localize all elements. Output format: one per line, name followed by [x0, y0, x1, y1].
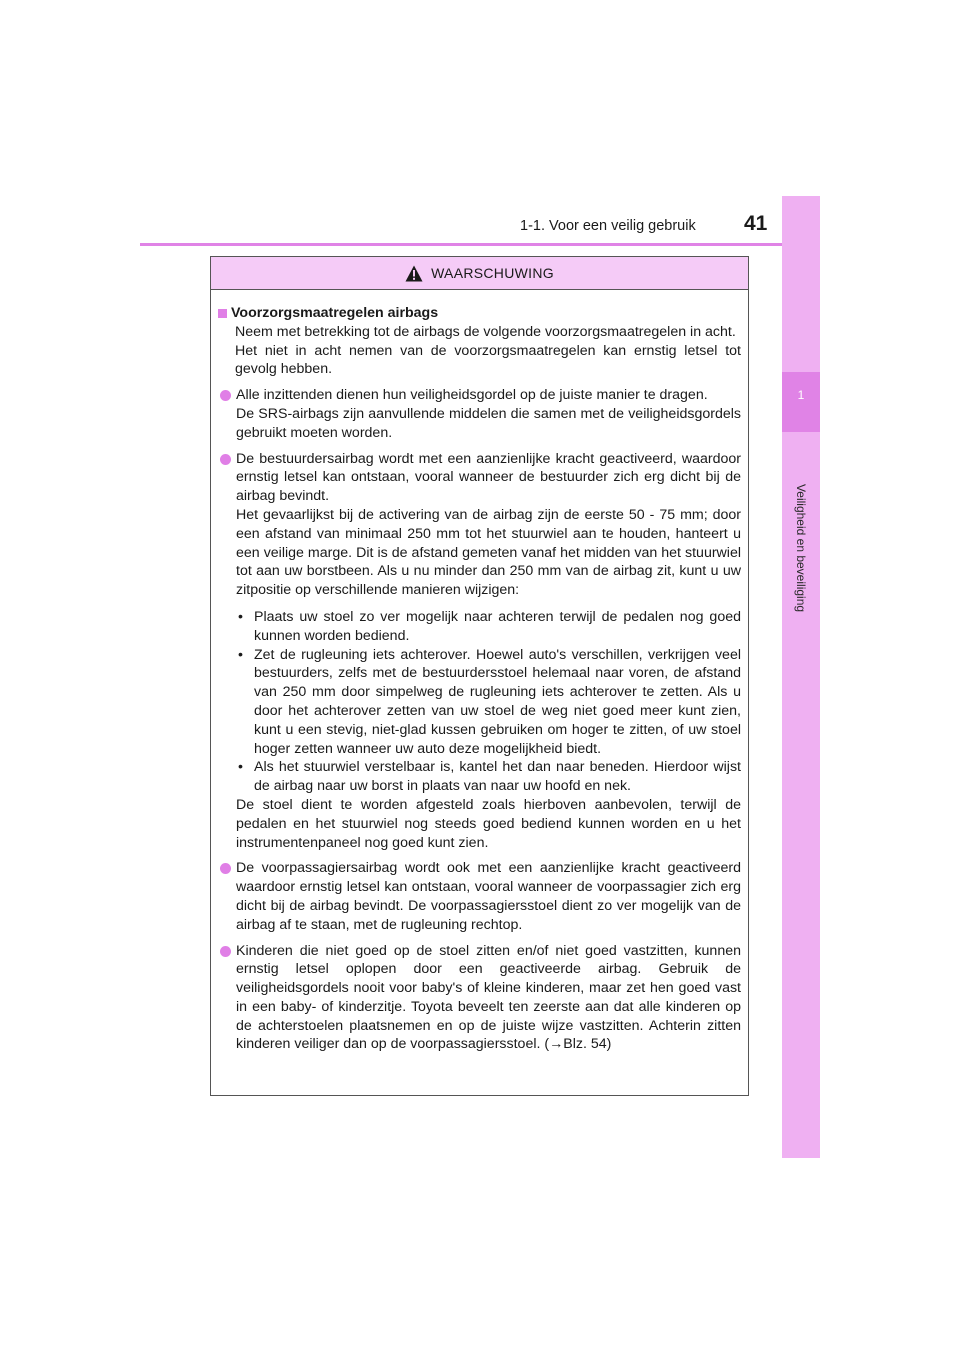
warning-box: [210, 256, 749, 1096]
round-bullet-icon: [220, 454, 231, 465]
warning-header: [211, 257, 748, 290]
section-heading-text: Voorzorgsmaatregelen airbags: [231, 305, 439, 321]
round-bullet-icon: [220, 946, 231, 957]
round-bullet-icon: [220, 390, 231, 401]
intro-paragraph: Neem met betrekking tot de airbags de volgende voorzorgsmaatregelen in acht.: [235, 323, 736, 340]
bullet-paragraph: De stoel dient te worden afgesteld zoals hierboven aanbevolen, terwijl de pedalen en het stuurwiel nog steeds goed bediend kunnen worden en u het instrumentenpaneel nog goed kunt zien.: [236, 796, 741, 851]
page-number: 41: [744, 212, 768, 235]
sub-list: [236, 608, 741, 796]
chapter-side-tab: [782, 196, 820, 1158]
chapter-title: Veiligheid en beveiliging: [794, 483, 808, 613]
square-bullet-icon: [218, 309, 227, 318]
warning-title: WAARSCHUWING: [431, 265, 554, 281]
chapter-tab-marker: [782, 372, 820, 432]
sub-list-item: [236, 608, 741, 646]
round-bullet-icon: [220, 863, 231, 874]
bullet-paragraph: De bestuurdersairbag wordt met een aanzienlijke kracht geactiveerd, waardoor ernstig letsel kan ontstaan, vooral wanneer de bestuurder zich erg dicht bij de airbag bevindt.: [236, 450, 741, 505]
bullet-paragraph: De voorpassagiersairbag wordt ook met een aanzienlijke kracht geactiveerd waardoor ernstig letsel kan ontstaan, vooral wanneer de voorpassagier zich erg dicht bij de airbag bevindt. De voorpassagiersstoel dient zo ver mogelijk van de airbag af te staan, met de rugleuning rechtop.: [236, 860, 741, 933]
bullet-paragraph: Kinderen die niet goed op de stoel zitten en/of niet goed vastzitten, kunnen ernstig letsel oplopen door een geactiveerde airbag. Gebruik de veiligheidsgordels nooit voor baby's of kleine kinderen, maar zet hen goed vast in een baby- of kinderzitje. Toyota beveelt ten zeerste aan dat alle kinderen op de achterstoelen plaatsnemen en op de juiste wijze vastzitten. Achterin zitten kinderen veiliger dan op de voorpassagiersstoel. (→Blz. 54): [236, 942, 741, 1053]
sub-bullet-marker: •: [238, 646, 243, 663]
bullet-paragraph: De SRS-airbags zijn aanvullende middelen die samen met de veiligheidsgordels gebruikt moeten worden.: [236, 405, 741, 441]
sub-list-text: Zet de rugleuning iets achterover. Hoewel auto's verschillen, verkrijgen veel bestuurders, zelfs met de bestuurdersstoel helemaal naar voren, de afstand van 250 mm door simpelweg de rugleuning iets achterover te zetten. Als u door het achterover zetten van uw stoel de weg niet goed meer kunt zien, kunt u een stevig, niet-glad kussen gebruiken om hoger te zitten, of uw stoel hoger zetten wanneer uw auto deze mogelijkheid biedt.: [254, 646, 741, 757]
list-item: [218, 450, 741, 853]
header-divider: [140, 243, 820, 246]
sub-list-item: [236, 758, 741, 796]
running-header-section: 1-1. Voor een veilig gebruik: [520, 218, 696, 234]
intro-paragraph: Het niet in acht nemen van de voorzorgsmaatregelen kan ernstig letsel tot gevolg hebben.: [235, 342, 741, 378]
sub-bullet-marker: •: [238, 608, 243, 625]
chapter-number: 1: [797, 388, 805, 402]
sub-list-text: Als het stuurwiel verstelbaar is, kantel het dan naar beneden. Hierdoor wijst de airbag naar uw borst in plaats van naar uw hoofd en nek.: [254, 759, 741, 795]
list-item: [218, 386, 741, 442]
warning-triangle-icon: [405, 265, 423, 282]
section-heading: [218, 304, 741, 323]
sub-list-text: Plaats uw stoel zo ver mogelijk naar achteren terwijl de pedalen nog goed kunnen worden bediend.: [254, 608, 741, 644]
bullet-paragraph: Het gevaarlijkst bij de activering van de airbag zijn de eerste 50 - 75 mm; door een afstand van minimaal 250 mm tot het stuurwiel aan te houden, hanteert u een veilige marge. Dit is de afstand gemeten vanaf het midden van het stuurwiel tot aan uw borstbeen. Als u nu minder dan 250 mm van de airbag zit, kunt u uw zitpositie op verschillende manieren wijzigen:: [236, 506, 741, 599]
sub-bullet-marker: •: [238, 759, 243, 776]
list-item: [218, 859, 741, 934]
bullet-paragraph: Alle inzittenden dienen hun veiligheidsgordel op de juiste manier te dragen.: [236, 387, 708, 404]
sub-list-item: [236, 646, 741, 759]
list-item: [218, 942, 741, 1055]
warning-body: [211, 290, 748, 1054]
